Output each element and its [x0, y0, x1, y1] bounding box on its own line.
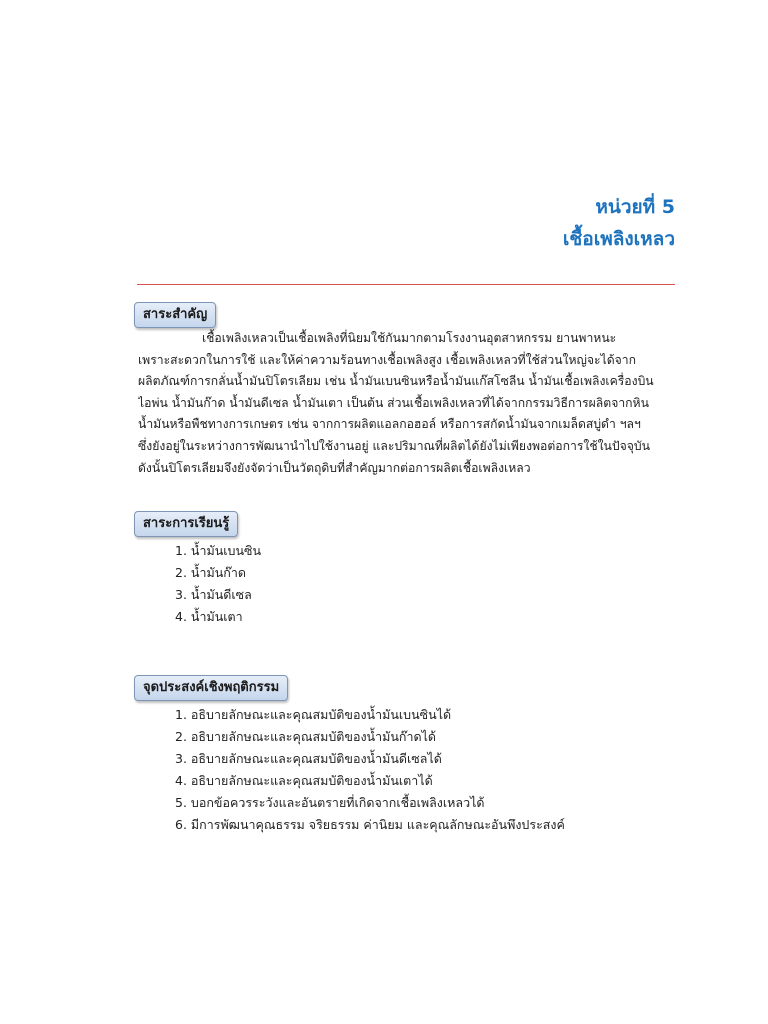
list-item: 3. น้ำมันดีเซล	[175, 587, 252, 602]
essence-line: ซึ่งยังอยู่ในระหว่างการพัฒนานำไปใช้งานอยู่ และปริมาณที่ผลิตได้ยังไม่เพียงพอต่อการใช้ในปัจจุบัน	[138, 438, 650, 453]
essence-paragraph	[138, 328, 676, 479]
list-item: 5. บอกข้อควรระวังและอันตรายที่เกิดจากเชื้อเพลิงเหลวได้	[175, 795, 485, 810]
list-item: 4. น้ำมันเตา	[175, 609, 243, 624]
essence-line: เชื้อเพลิงเหลวเป็นเชื้อเพลิงที่นิยมใช้กันมากตามโรงงานอุตสาหกรรม ยานพาหนะ	[202, 331, 617, 345]
unit-number: หน่วยที่ 5	[595, 196, 675, 218]
list-item: 3. อธิบายลักษณะและคุณสมบัติของน้ำมันดีเซลได้	[175, 751, 442, 766]
unit-header	[563, 192, 675, 256]
section-label-content: สาระการเรียนรู้	[134, 511, 238, 537]
section-label-essence: สาระสำคัญ	[134, 302, 216, 328]
list-item: 2. อธิบายลักษณะและคุณสมบัติของน้ำมันก๊าดได้	[175, 729, 437, 744]
objectives-list	[175, 704, 565, 836]
essence-line: ดังนั้นปิโตรเลียมจึงยังจัดว่าเป็นวัตถุดิบที่สำคัญมากต่อการผลิตเชื้อเพลิงเหลว	[138, 460, 531, 475]
list-item: 1. น้ำมันเบนซิน	[175, 543, 262, 558]
content-list	[175, 540, 261, 628]
list-item: 2. น้ำมันก๊าด	[175, 565, 246, 580]
list-item: 4. อธิบายลักษณะและคุณสมบัติของน้ำมันเตาได้	[175, 773, 433, 788]
list-item: 1. อธิบายลักษณะและคุณสมบัติของน้ำมันเบนซินได้	[175, 707, 452, 722]
essence-line: ไอพ่น น้ำมันก๊าด น้ำมันดีเซล น้ำมันเตา เป็นต้น ส่วนเชื้อเพลิงเหลวที่ได้จากกรรมวิธีการผลิตจากหิน	[138, 395, 649, 410]
essence-line: ผลิตภัณฑ์การกลั่นน้ำมันปิโตรเลียม เช่น น้ำมันเบนซินหรือน้ำมันแก๊สโซลีน น้ำมันเชื้อเพลิงเครื่องบิน	[138, 374, 654, 389]
essence-line: เพราะสะดวกในการใช้ และให้ค่าความร้อนทางเชื้อเพลิงสูง เชื้อเพลิงเหลวที่ใช้ส่วนใหญ่จะได้จาก	[138, 352, 637, 367]
list-item: 6. มีการพัฒนาคุณธรรม จริยธรรม ค่านิยม และคุณลักษณะอันพึงประสงค์	[175, 817, 565, 832]
header-divider	[137, 284, 675, 285]
section-label-objectives: จุดประสงค์เชิงพฤติกรรม	[134, 675, 288, 701]
essence-line: น้ำมันหรือพืชทางการเกษตร เช่น จากการผลิตแอลกอฮอล์ หรือการสกัดน้ำมันจากเมล็ดสบู่ดำ ฯลฯ	[138, 417, 641, 432]
unit-title: เชื้อเพลิงเหลว	[562, 228, 675, 250]
